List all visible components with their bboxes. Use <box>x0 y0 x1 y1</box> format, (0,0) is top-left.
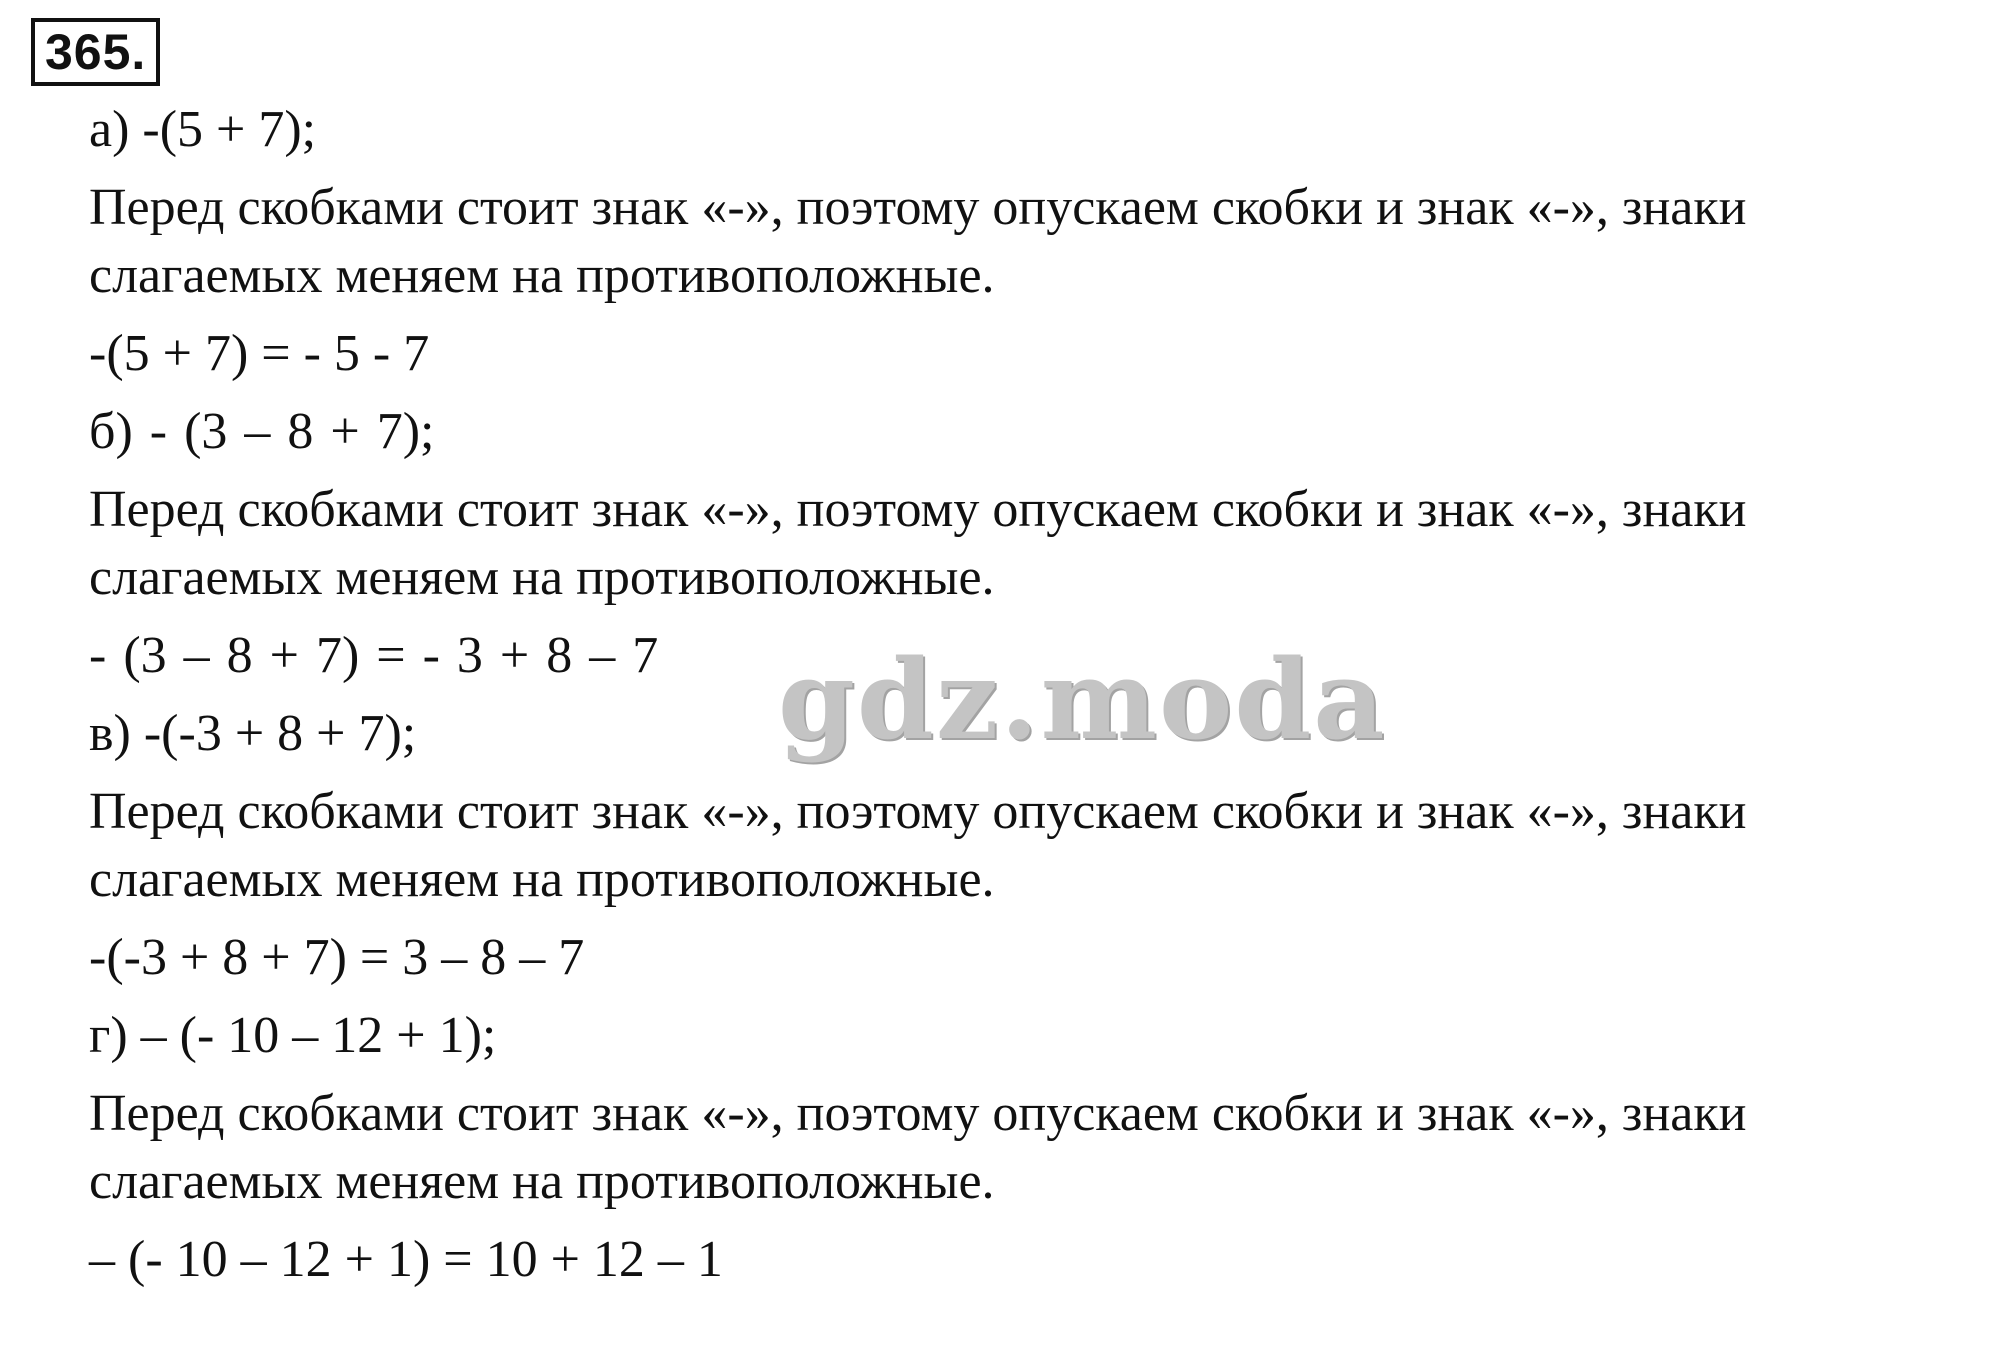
explanation-line-1: Перед скобками стоит знак «-», поэтому опускаем скобки и знак «-», знаки <box>89 481 1747 538</box>
explanation-line-2: слагаемых меняем на противоположные. <box>89 851 995 908</box>
part-g-expression: г) – (- 10 – 12 + 1); <box>89 1007 497 1064</box>
explanation-line-2: слагаемых меняем на противоположные. <box>89 1153 995 1210</box>
part-b-result: - (3 – 8 + 7) = - 3 + 8 – 7 <box>89 627 659 684</box>
explanation-line-1: Перед скобками стоит знак «-», поэтому опускаем скобки и знак «-», знаки <box>89 783 1747 840</box>
part-b-expression: б) - (3 – 8 + 7); <box>89 403 435 460</box>
part-a-result: -(5 + 7) = - 5 - 7 <box>89 325 430 382</box>
part-v-expression: в) -(-3 + 8 + 7); <box>89 705 417 762</box>
part-v-result: -(-3 + 8 + 7) = 3 – 8 – 7 <box>89 929 585 986</box>
part-g-result: – (- 10 – 12 + 1) = 10 + 12 – 1 <box>89 1231 723 1288</box>
watermark-logo: gdz.moda <box>778 635 1387 764</box>
explanation-line-1: Перед скобками стоит знак «-», поэтому опускаем скобки и знак «-», знаки <box>89 1085 1747 1142</box>
explanation-line-1: Перед скобками стоит знак «-», поэтому опускаем скобки и знак «-», знаки <box>89 179 1747 236</box>
explanation-line-2: слагаемых меняем на противоположные. <box>89 549 995 606</box>
task-number-box: 365. <box>31 18 160 86</box>
explanation-line-2: слагаемых меняем на противоположные. <box>89 247 995 304</box>
part-a-expression: а) -(5 + 7); <box>89 101 317 158</box>
